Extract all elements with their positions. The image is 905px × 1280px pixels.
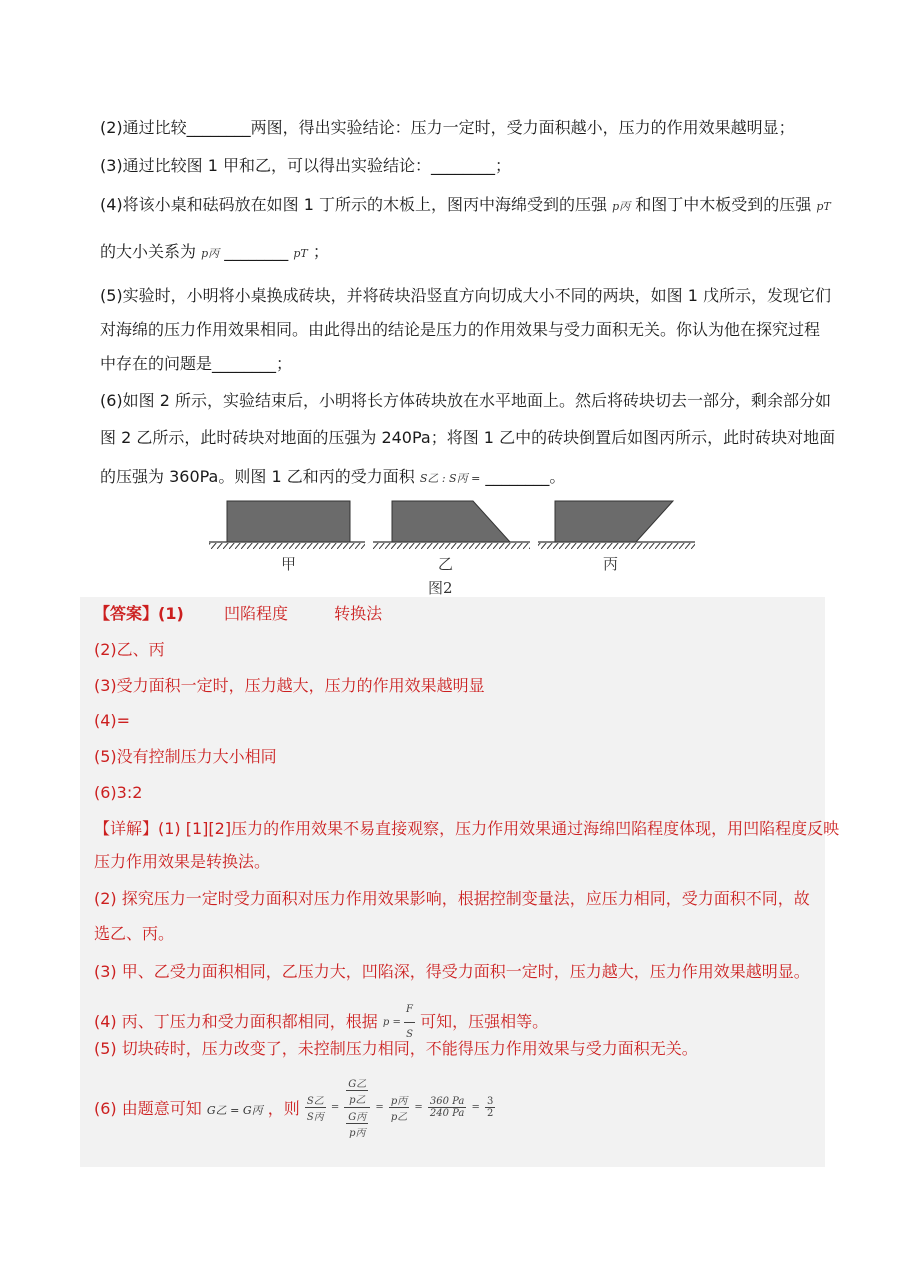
eq-sign-1: = — [330, 1101, 340, 1113]
question-5-line2: 对海绵的压力作用效果相同。由此得出的结论是压力的作用效果与受力面积无关。你认为他在探究过程 — [100, 320, 821, 339]
compound-fraction — [344, 1075, 370, 1139]
detail-2-line1: (2) 探究压力一定时受力面积对压力作用效果影响，根据控制变量法，应压力相同，受力面积不同，故 — [94, 889, 810, 908]
q4-blank: ________ — [224, 242, 289, 261]
detail-6-text-b: ，则 — [267, 1098, 300, 1118]
eq-sign-2: = — [375, 1101, 384, 1113]
ratio-p — [389, 1092, 409, 1123]
question-6-line1: (6)如图 2 所示，实验结束后，小明将长方体砖块放在水平地面上。然后将砖块切去一部分，剩余部分如 — [100, 391, 832, 410]
question-6-line3 — [100, 465, 565, 491]
ratio-pa-num: 360 Pa — [429, 1095, 465, 1107]
brick-jia — [227, 501, 350, 542]
p-ding-symbol-2: pT — [293, 247, 308, 260]
q4-end: ； — [312, 242, 329, 261]
ground-hatch-yi — [373, 543, 530, 549]
detail-4-text-b: 可知，压强相等。 — [420, 1012, 549, 1031]
p-bing: p丙 — [349, 1128, 366, 1139]
p-ding-symbol: pT — [816, 200, 831, 213]
ratio-s — [305, 1092, 326, 1123]
answer-head: 【答案】(1) — [94, 604, 184, 623]
detail-1-line1: 【详解】(1) [1][2]压力的作用效果不易直接观察，压力作用效果通过海绵凹陷程度体现，用凹陷程度反映 — [94, 819, 840, 838]
ratio-s-num: S乙 — [305, 1092, 326, 1108]
detail-1-line2: 压力作用效果是转换法。 — [94, 852, 271, 871]
ratio-result-den: 2 — [486, 1107, 494, 1119]
q6-text-c: 的压强为 360Pa。则图 1 乙和丙的受力面积 — [100, 467, 415, 486]
answer-6: (6)3:2 — [94, 783, 143, 802]
p-yi: p乙 — [349, 1095, 366, 1106]
q4-text-c: 的大小关系为 — [100, 242, 197, 261]
ratio-pa-den: 240 Pa — [429, 1107, 465, 1119]
figure-caption: 图2 — [428, 579, 453, 597]
answer-5: (5)没有控制压力大小相同 — [94, 747, 277, 766]
detail-4-text-a: (4) 丙、丁压力和受力面积都相同，根据 — [94, 1012, 378, 1031]
detail-3: (3) 甲、乙受力面积相同，乙压力大，凹陷深，得受力面积一定时，压力越大，压力作用效果越明显。 — [94, 962, 810, 981]
question-2: (2)通过比较________两图，得出实验结论：压力一定时，受力面积越小，压力的作用效果越明显； — [100, 118, 795, 137]
p-bing-symbol-2: p丙 — [201, 247, 220, 260]
question-4-line1 — [100, 193, 831, 219]
question-5-line1: (5)实验时，小明将小桌换成砖块，并将砖块沿竖直方向切成大小不同的两块，如图 1 戊所示，发现它们 — [100, 286, 832, 305]
g-yi: G乙 — [346, 1075, 368, 1091]
detail-2-line2: 选乙、丙。 — [94, 924, 175, 943]
detail-5: (5) 切块砖时，压力改变了，未控制压力相同，不能得压力作用效果与受力面积无关。 — [94, 1039, 698, 1058]
ratio-result — [485, 1096, 495, 1119]
answer-1a: 凹陷程度 — [223, 604, 288, 623]
brick-yi — [392, 501, 510, 542]
label-bing: 丙 — [603, 555, 619, 573]
label-yi: 乙 — [438, 555, 454, 573]
question-6-line2: 图 2 乙所示，此时砖块对地面的压强为 240Pa；将图 1 乙中的砖块倒置后如图丙所示，此时砖块对地面 — [100, 428, 836, 447]
formula-denominator: S — [406, 1029, 413, 1040]
formula-numerator: F — [404, 998, 415, 1023]
question-5-line3: 中存在的问题是________； — [100, 354, 293, 373]
label-jia: 甲 — [281, 555, 297, 573]
g-bing: G丙 — [346, 1108, 368, 1124]
eq-sign-4: = — [471, 1101, 480, 1113]
answer-1b: 转换法 — [334, 604, 383, 623]
question-3: (3)通过比较图 1 甲和乙，可以得出实验结论：________； — [100, 156, 512, 175]
area-ratio-symbol: S乙 : S丙 = — [419, 472, 481, 485]
answer-3: (3)受力面积一定时，压力越大，压力的作用效果越明显 — [94, 676, 485, 695]
answer-line-1 — [94, 602, 382, 626]
detail-6 — [94, 1075, 495, 1139]
ratio-result-num: 3 — [486, 1095, 494, 1107]
p-bing-symbol: p丙 — [612, 200, 631, 213]
q4-text-b: 和图丁中木板受到的压强 — [635, 195, 812, 214]
compound-num — [344, 1075, 370, 1108]
answer-4: (4)= — [94, 711, 131, 730]
detail-6-text-a: (6) 由题意可知 — [94, 1098, 202, 1118]
ground-hatch-bing — [538, 543, 695, 549]
answer-2: (2)乙、丙 — [94, 640, 165, 659]
q4-text-a: (4)将该小桌和砝码放在如图 1 丁所示的木板上，图丙中海绵受到的压强 — [100, 195, 608, 214]
weight-equation: G乙 = G丙 — [206, 1103, 263, 1117]
ratio-p-den: p乙 — [390, 1111, 408, 1123]
ground-hatch-jia — [209, 543, 365, 549]
ratio-p-num: p丙 — [389, 1092, 409, 1108]
question-4-line2 — [100, 240, 329, 266]
q6-blank: ________。 — [485, 467, 566, 486]
compound-den — [344, 1108, 370, 1139]
eq-sign-3: = — [414, 1101, 423, 1113]
ratio-s-den: S丙 — [306, 1111, 324, 1123]
brick-bing — [555, 501, 673, 542]
formula-lhs: p = — [382, 1016, 401, 1028]
figure-2 — [205, 493, 700, 597]
figure-2-drawing — [205, 493, 700, 553]
ratio-pa — [428, 1096, 467, 1119]
